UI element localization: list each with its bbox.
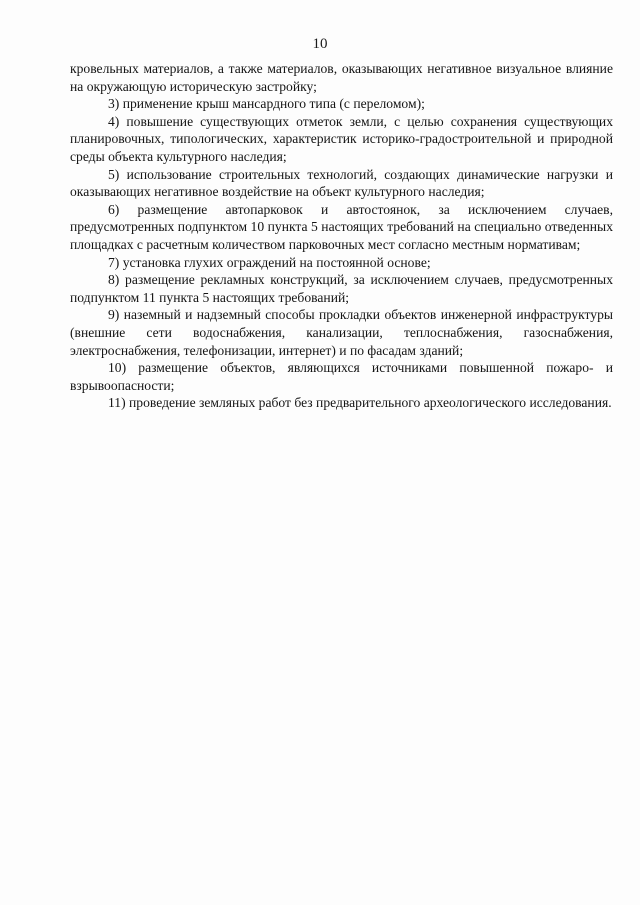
list-item-8: 8) размещение рекламных конструкций, за исключением случаев, предусмотренных подпунктом 11 пункта 5 настоящих требований; [70,272,613,305]
page-number: 10 [312,36,328,52]
list-item-3: 3) применение крыш мансардного типа (с переломом); [108,96,425,112]
list-item-4: 4) повышение существующих отметок земли, с целью сохранения существующих планировочных, типологических, характеристик историко-градостроительной и природной среды объекта культурного наследия; [70,113,613,164]
document-body [70,60,613,412]
list-item-5: 5) использование строительных технологий, создающих динамические нагрузки и оказывающих негативное воздействие на объект культурного наследия; [70,166,613,200]
list-item-10: 10) размещение объектов, являющихся источниками повышенной пожаро- и взрывоопасности; [70,360,613,393]
list-item-11: 11) проведение земляных работ без предварительного археологического исследования. [108,395,612,411]
paragraph-continuation: кровельных материалов, а также материалов, оказывающих негативное визуальное влияние на окружающую историческую застройку; [70,61,613,94]
list-item-9: 9) наземный и надземный способы прокладки объектов инженерной инфраструктуры (внешние сети водоснабжения, канализации, теплоснабжения, газоснабжения, электроснабжения, телефонизации, интернет) и по фасадам зданий; [70,307,613,358]
list-item-7: 7) установка глухих ограждений на постоянной основе; [108,254,431,270]
list-item-6: 6) размещение автопарковок и автостоянок, за исключением случаев, предусмотренных подпунктом 10 пункта 5 настоящих требований на специально отведенных площадках с расчетным количеством парковочных мест согласно местным нормативам; [70,201,613,252]
